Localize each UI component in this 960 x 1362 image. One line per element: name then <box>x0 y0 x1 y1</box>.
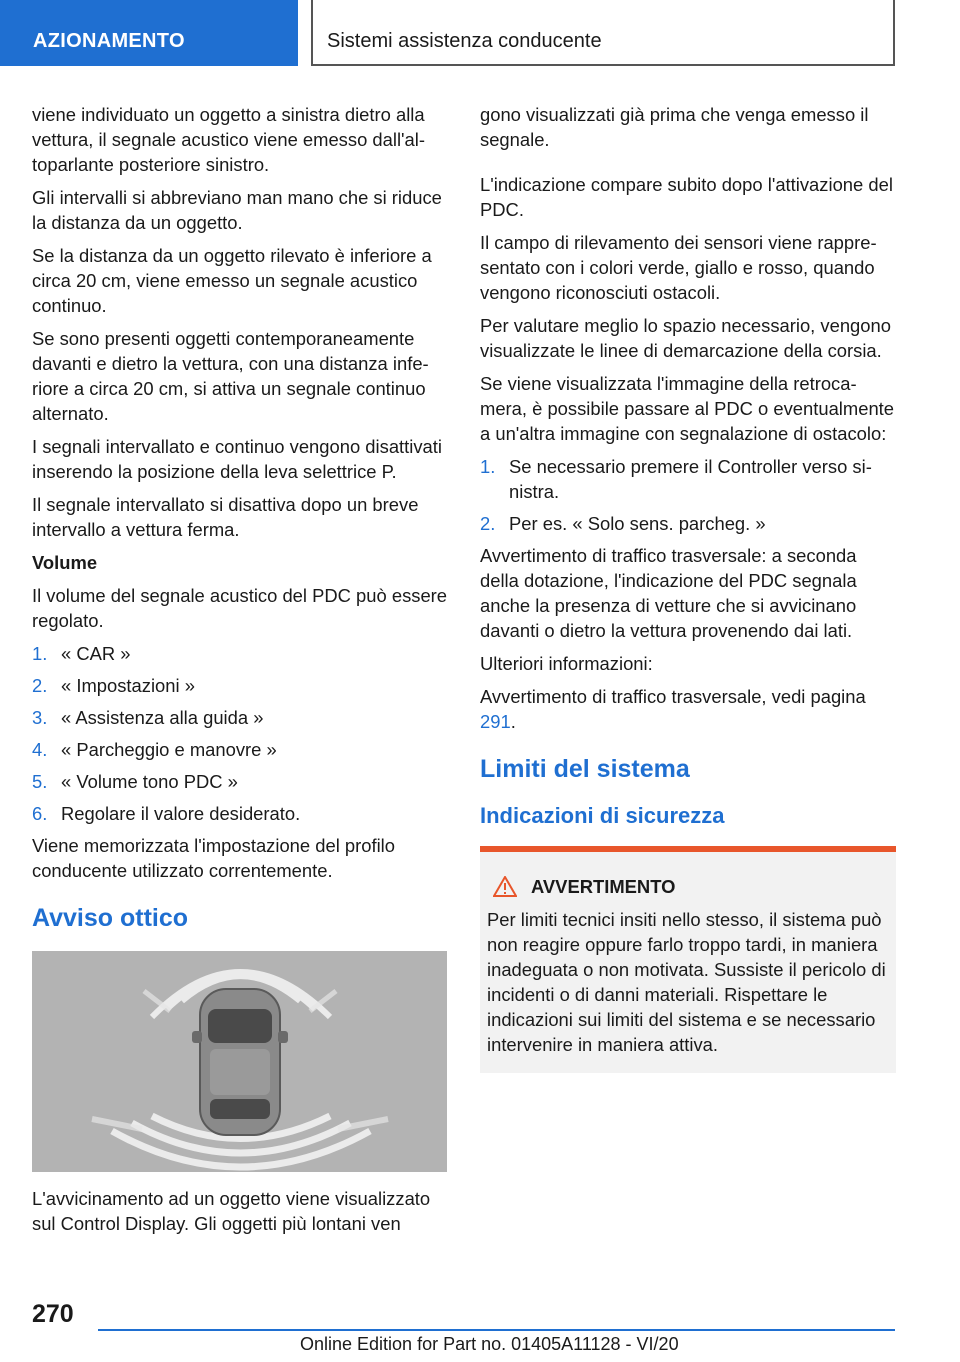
list-item <box>32 705 448 730</box>
step-text: Per es. « Solo sens. parcheg. » <box>509 513 766 534</box>
reference-suffix: . <box>510 711 516 732</box>
paragraph: Viene memorizzata l'impostazione del profilo conducente utilizzato correntemente. <box>32 835 395 881</box>
list-item <box>32 673 448 698</box>
volume-heading: Volume <box>32 552 98 573</box>
list-item <box>32 769 448 794</box>
paragraph <box>480 684 896 734</box>
step-text: « Assistenza alla guida » <box>61 707 264 728</box>
paragraph: viene individuato un oggetto a sinistra dietro alla vettura, il segnale acustico viene emesso dall'altoparlante posteriore sinistro. <box>32 104 425 175</box>
step-number: 1. <box>480 456 496 477</box>
chapter-tab: AZIONAMENTO <box>0 0 298 66</box>
paragraph: Gli intervalli si abbreviano man mano che si riduce la distanza da un oggetto. <box>32 187 442 233</box>
warning-title-row <box>487 874 888 899</box>
step-text: Regolare il valore desiderato. <box>61 803 301 824</box>
paragraph: Ulteriori informazioni: <box>480 653 653 674</box>
step-number: 2. <box>480 513 496 534</box>
heading-limiti-sistema: Limiti del sistema <box>480 755 690 783</box>
list-item <box>32 737 448 762</box>
warning-text: Per limiti tecnici insiti nello stesso, il sistema può non reagire oppure farlo troppo tardi, in maniera inadeguata o non motivata. Sussiste il pericolo di incidenti o di danni materiali. Rispettare le indicazioni sui limiti del sistema e se necessario intervenire in maniera attiva. <box>487 909 886 1055</box>
paragraph: gono visualizzati già prima che venga emesso il segnale. <box>480 104 869 150</box>
step-text: « Volume tono PDC » <box>61 771 238 792</box>
paragraph: Avvertimento di traffico trasversale: a seconda della dotazione, l'indicazione del PDC segnala anche la presenza di vetture che si avvicinano davanti o dietro la vettura provenendo dai lati. <box>480 545 857 641</box>
step-text: « Impostazioni » <box>61 675 195 696</box>
paragraph: Il campo di rilevamento dei sensori viene rappresentato con i colori verde, giallo e rosso, quando vengono riconosciuti ostacoli. <box>480 232 877 303</box>
warning-title: AVVERTIMENTO <box>531 876 676 897</box>
step-text: « Parcheggio e manovre » <box>61 739 277 760</box>
footer-divider <box>98 1329 895 1331</box>
list-item <box>32 641 448 666</box>
paragraph: Il segnale intervallato si disattiva dopo un breve intervallo a vettura ferma. <box>32 494 419 540</box>
image-caption: L'avvicinamento ad un oggetto viene visualizzato sul Control Display. Gli oggetti più lontani ven <box>32 1188 431 1234</box>
heading-avviso-ottico: Avviso ottico <box>32 904 189 932</box>
warning-box <box>480 846 896 1073</box>
pdc-display-image <box>32 951 447 1172</box>
page-number: 270 <box>32 1300 74 1328</box>
page-reference-link[interactable]: 291 <box>480 711 511 732</box>
paragraph: Se la distanza da un oggetto rilevato è inferiore a circa 20 cm, viene emesso un segnale acustico continuo. <box>32 245 432 316</box>
paragraph: Il volume del segnale acustico del PDC può essere regolato. <box>32 585 448 631</box>
step-number: 3. <box>32 707 48 728</box>
list-item <box>32 801 448 826</box>
paragraph: Se viene visualizzata l'immagine della retrocamera, è possibile passare al PDC o eventualmente a un'altra immagine con segnalazione di ostacolo: <box>480 373 895 444</box>
list-item <box>480 454 896 504</box>
heading-indicazioni-sicurezza: Indicazioni di sicurezza <box>480 803 725 828</box>
controller-steps <box>480 454 896 536</box>
step-number: 1. <box>32 643 48 664</box>
edition-note: Online Edition for Part no. 01405A11128 - VI/20 <box>300 1334 679 1354</box>
paragraph: I segnali intervallato e continuo vengono disattivati inserendo la posizione della leva selettrice P. <box>32 436 442 482</box>
step-number: 2. <box>32 675 48 696</box>
list-item <box>480 511 896 536</box>
warning-triangle-icon <box>493 876 517 897</box>
volume-steps <box>32 641 448 826</box>
paragraph: L'indicazione compare subito dopo l'attivazione del PDC. <box>480 174 893 220</box>
step-number: 6. <box>32 803 48 824</box>
step-text: « CAR » <box>61 643 131 664</box>
left-column <box>32 102 448 1244</box>
car-top-view-illustration <box>32 951 447 1172</box>
right-column <box>480 102 896 1073</box>
step-number: 5. <box>32 771 48 792</box>
paragraph: Se sono presenti oggetti contemporaneamente davanti e dietro la vettura, con una distanza inferiore a circa 20 cm, si attiva un segnale continuo alternato. <box>32 328 429 424</box>
step-text: Se necessario premere il Controller verso sinistra. <box>509 456 872 502</box>
reference-text: Avvertimento di traffico trasversale, vedi pagina <box>480 686 866 707</box>
step-number: 4. <box>32 739 48 760</box>
paragraph: Per valutare meglio lo spazio necessario, vengono visualizzate le linee di demarcazione della corsia. <box>480 315 891 361</box>
section-title: Sistemi assistenza conducente <box>311 0 895 66</box>
